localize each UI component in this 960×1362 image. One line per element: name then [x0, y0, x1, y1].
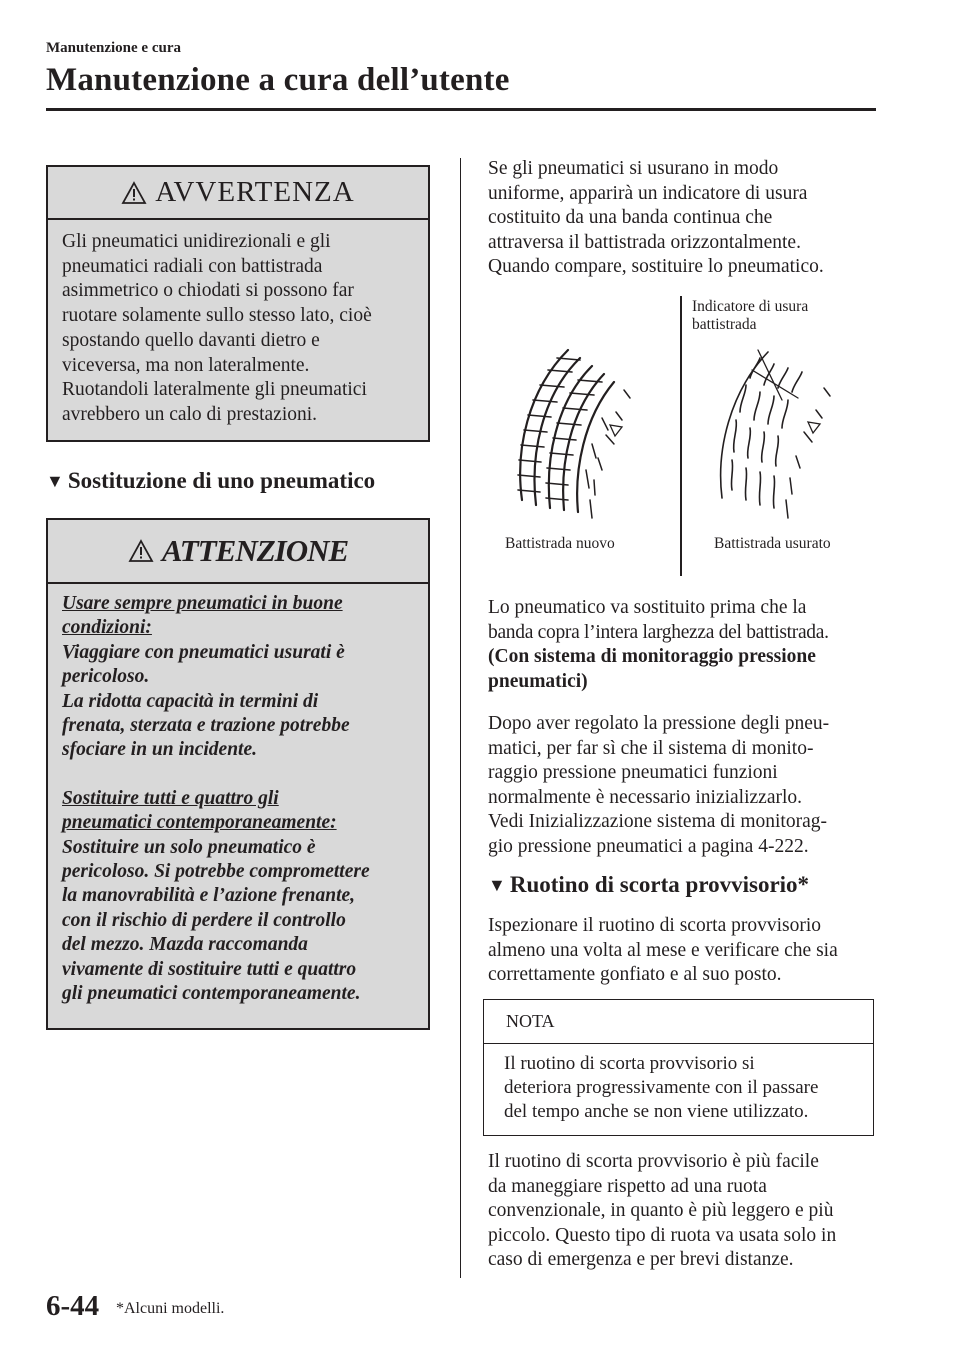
spare-intro-paragraph	[488, 914, 883, 988]
attention-box	[46, 518, 430, 1030]
text-line: Se gli pneumatici si usurano in modo	[488, 158, 779, 179]
attention-line: frenata, sterzata e trazione potrebbe	[62, 715, 350, 737]
warning-line: Ruotandoli lateralmente gli pneumatici	[62, 379, 367, 401]
warning-header	[48, 167, 428, 220]
footnote: *Alcuni modelli.	[116, 1300, 225, 1317]
warning-line: asimmetrico o chiodati si possono far	[62, 280, 354, 302]
warning-line: ruotare solamente sullo stesso lato, cioè	[62, 305, 372, 327]
note-line: del tempo anche se non viene utilizzato.	[504, 1101, 809, 1122]
text-line: matici, per far sì che il sistema di monito-	[488, 737, 814, 759]
attention-line: con il rischio di perdere il controllo	[62, 909, 346, 931]
text-line: Vedi Inizializzazione sistema di monitorag-	[488, 811, 827, 833]
text-line: Lo pneumatico va sostituito prima che la	[488, 597, 807, 618]
warning-line: viceversa, ma non lateralmente.	[62, 354, 310, 376]
text-line: raggio pressione pneumatici funzioni	[488, 762, 778, 784]
text-line: attraversa il battistrada orizzontalmente.	[488, 231, 801, 253]
warning-line: avrebbero un calo di prestazioni.	[62, 403, 318, 425]
tread-new-label: Battistrada nuovo	[505, 535, 615, 552]
text-line: uniforme, apparirà un indicatore di usura	[488, 182, 808, 204]
tpms-paragraph	[488, 712, 883, 860]
text-line: battistrada	[692, 316, 757, 333]
attention-line: Viaggiare con pneumatici usurati è	[62, 641, 345, 663]
attention-line: vivamente di sostituire tutti e quattro	[62, 958, 357, 980]
warning-body	[48, 220, 428, 440]
page-number: 6-44	[46, 1290, 100, 1322]
attention-line: sfociare in un incidente.	[62, 739, 258, 761]
text-line: Ispezionare il ruotino di scorta provvisorio	[488, 915, 822, 936]
text-line: (Con sistema di monitoraggio pressione	[488, 646, 816, 668]
text-line: almeno una volta al mese e verificare che sia	[488, 939, 838, 961]
attention-header	[48, 520, 428, 584]
attention-subhead: condizioni:	[62, 617, 152, 639]
attention-line: pericoloso. Si potrebbe compromettere	[62, 861, 370, 883]
note-header: NOTA	[484, 1000, 873, 1044]
warning-triangle-icon	[128, 539, 154, 563]
wear-indicator-label	[692, 298, 808, 334]
tread-worn-label: Battistrada usurato	[714, 535, 831, 552]
warning-line: spostando quello davanti dietro e	[62, 329, 320, 351]
text-line: normalmente è necessario inizializzarlo.	[488, 786, 803, 808]
attention-subhead: pneumatici contemporaneamente:	[62, 812, 337, 834]
triangle-down-icon: ▼	[488, 874, 506, 895]
text-line: convenzionale, in quanto è più leggero e più	[488, 1200, 834, 1222]
section-heading-spare-wheel	[488, 872, 809, 898]
text-line: caso di emergenza e per brevi distanze.	[488, 1249, 794, 1271]
text-line: gio pressione pneumatici a pagina 4-222.	[488, 835, 809, 857]
column-divider	[460, 158, 461, 1278]
figure-divider	[680, 296, 682, 576]
text-line: correttamente gonfiato e al suo posto.	[488, 964, 782, 986]
text-line: Dopo aver regolato la pressione degli pneu-	[488, 713, 830, 734]
warning-title: AVVERTENZA	[155, 176, 355, 208]
text-line: Quando compare, sostituire lo pneumatico.	[488, 256, 824, 278]
note-line: Il ruotino di scorta provvisorio si	[504, 1053, 755, 1074]
attention-subhead: Sostituire tutti e quattro gli	[62, 787, 279, 809]
page-title: Manutenzione a cura dell’utente	[46, 62, 510, 98]
attention-line: la manovrabilità e l’azione frenante,	[62, 885, 356, 907]
attention-title: ATTENZIONE	[161, 533, 349, 568]
text-line: banda copra l’intera larghezza del battistrada.	[488, 621, 829, 643]
text-line: costituito da una banda continua che	[488, 207, 773, 229]
section-heading-text: Ruotino di scorta provvisorio*	[509, 872, 810, 897]
note-box	[483, 999, 874, 1136]
text-line: piccolo. Questo tipo di ruota va usata solo in	[488, 1224, 837, 1246]
section-label: Manutenzione e cura	[46, 40, 181, 56]
text-line: Indicatore di usura	[692, 298, 809, 315]
text-line: pneumatici)	[488, 670, 588, 692]
note-line: deteriora progressivamente con il passare	[504, 1077, 819, 1098]
attention-line: del mezzo. Mazda raccomanda	[62, 934, 308, 956]
warning-line: pneumatici radiali con battistrada	[62, 255, 323, 277]
attention-line: La ridotta capacità in termini di	[62, 690, 319, 712]
tread-new-illustration	[510, 340, 650, 525]
text-line: Il ruotino di scorta provvisorio è più facile	[488, 1151, 819, 1172]
attention-subhead: Usare sempre pneumatici in buone	[62, 593, 343, 614]
warning-line: Gli pneumatici unidirezionali e gli	[62, 231, 331, 252]
section-heading-text: Sostituzione di uno pneumatico	[67, 468, 376, 493]
text-line: da maneggiare rispetto ad una ruota	[488, 1175, 767, 1197]
attention-body	[48, 584, 428, 1028]
warning-triangle-icon	[121, 181, 147, 205]
replace-paragraph	[488, 596, 883, 694]
spare-usage-paragraph	[488, 1150, 883, 1273]
header-rule	[46, 108, 876, 111]
warning-box	[46, 165, 430, 442]
section-heading-tire-replacement	[46, 468, 375, 494]
attention-line: pericoloso.	[62, 666, 150, 688]
note-body	[484, 1044, 873, 1133]
triangle-down-icon: ▼	[46, 470, 64, 491]
attention-line: gli pneumatici contemporaneamente.	[62, 983, 361, 1005]
tread-worn-illustration	[712, 340, 852, 525]
wear-intro-paragraph	[488, 157, 878, 280]
attention-line: Sostituire un solo pneumatico è	[62, 836, 316, 858]
